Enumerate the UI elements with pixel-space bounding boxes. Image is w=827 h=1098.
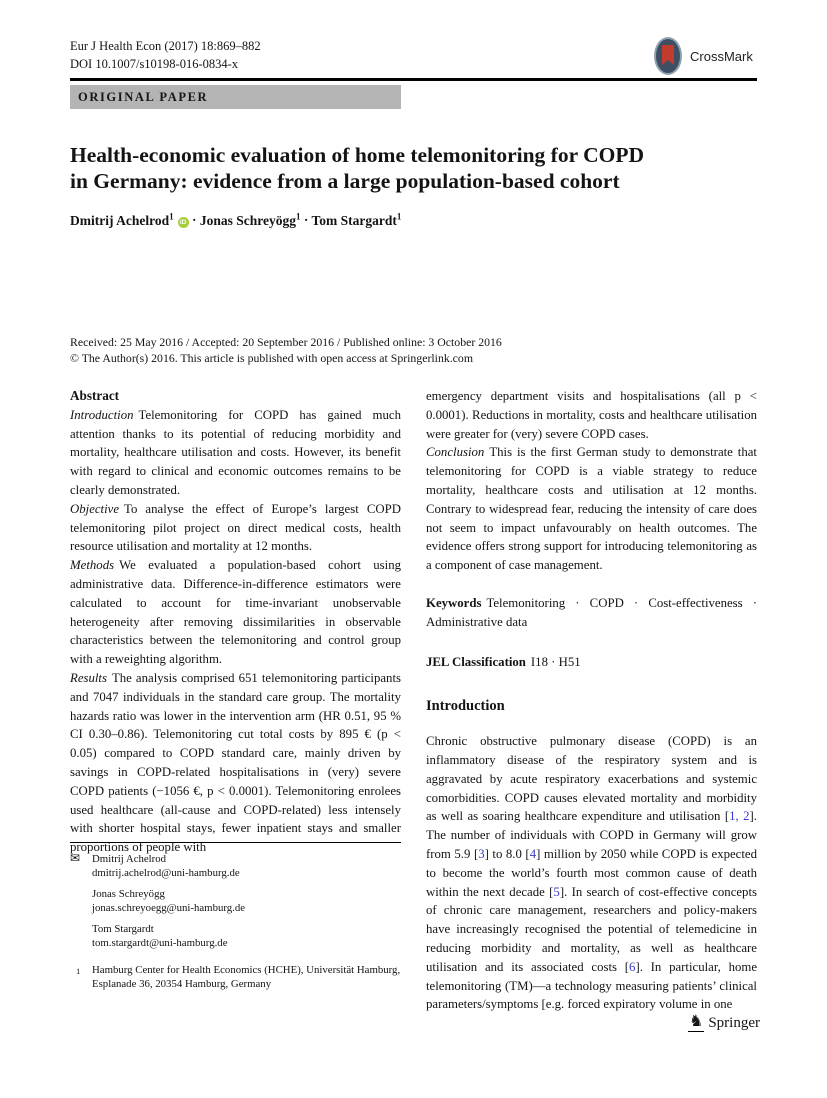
author-name: Tom Stargardt$^1$	[311, 211, 402, 228]
author-separator: ·	[188, 212, 200, 228]
authors-line	[70, 211, 401, 229]
journal-header	[70, 37, 261, 73]
title-line-2: in Germany: evidence from a large population-based cohort	[70, 169, 620, 193]
contacts	[70, 852, 401, 950]
left-column	[70, 387, 401, 857]
introduction-paragraph: Chronic obstructive pulmonary disease (COPD) is an inflammatory disease of the respiratory system and is aggravated by acute respiratory exacerbations and systemic comorbidities. COPD causes elevated mortality and morbidity as well as soaring healthcare expenditure and utilisation [1, 2]. The number of individuals with COPD in Germany will grow from 5.9 [3] to 8.0 [4] million by 2050 while COPD is expected to become the world’s fourth most common cause of death within the next decade [5]. In search of cost-effective concepts of chronic care management, researchers and policy-makers have increasingly recognised the potential of telemedicine in reducing morbidity and mortality, as well as healthcare utilisation and its associated costs [6]. In particular, home telemonitoring (TM)—a technology measuring patients’ clinical parameters/symptoms [e.g. forced expiratory volume in one	[426, 734, 757, 1012]
abstract-paragraphs	[70, 406, 401, 857]
contact-email[interactable]: dmitrij.achelrod@uni-hamburg.de	[92, 867, 240, 879]
contact-name: Tom Stargardt	[92, 923, 154, 935]
affiliations	[70, 963, 401, 991]
article-type-label: ORIGINAL PAPER	[78, 89, 209, 104]
title-line-1: Health-economic evaluation of home telemonitoring for COPD	[70, 143, 645, 167]
article-type-banner	[70, 85, 401, 109]
contact-email[interactable]: tom.stargardt@uni-hamburg.de	[92, 937, 228, 949]
author-name: Dmitrij Achelrod$^1$	[70, 211, 174, 228]
crossmark-label: CrossMark	[690, 48, 753, 64]
abstract-paragraph: Introduction Telemonitoring for COPD has gained much attention thanks to its potential of reducing morbidity and mortality, healthcare utilisation and costs. However, its benefit with regard to clinical and economic outcomes remains to be clearly demonstrated.	[70, 407, 401, 497]
keywords-label: Keywords	[426, 595, 482, 610]
abstract-results-continuation: emergency department visits and hospitalisations (all p < 0.0001). Reductions in mortality, costs and healthcare utilisation were greater for (very) severe COPD cases.	[426, 389, 757, 441]
author-separator: ·	[300, 212, 312, 228]
contact-entry	[70, 922, 401, 950]
citation-ref[interactable]: 1, 2	[729, 809, 750, 824]
journal-citation: Eur J Health Econ (2017) 18:869–882	[70, 39, 261, 53]
keywords-line	[426, 594, 757, 632]
contact-name: ✉ Dmitrij Achelrod	[70, 851, 167, 865]
received-accepted-line: Received: 25 May 2016 / Accepted: 20 September 2016 / Published online: 3 October 2016	[70, 335, 502, 349]
envelope-icon: ✉	[70, 851, 81, 865]
introduction-heading: Introduction	[426, 698, 505, 715]
jel-label: JEL Classification	[426, 654, 526, 669]
citation-ref[interactable]: 4	[529, 846, 537, 861]
copyright-line: © The Author(s) 2016. This article is published with open access at Springerlink.com	[70, 351, 473, 365]
doi: DOI 10.1007/s10198-016-0834-x	[70, 57, 239, 71]
page-title	[70, 142, 730, 194]
abstract-paragraph: Methods We evaluated a population-based cohort using administrative data. Difference-in-difference estimators were calculated to account for time-invariant unobservable heterogeneity after removing dissimilarities in observable characteristics between the telemonitoring and control group with a reweighting algorithm.	[70, 558, 401, 667]
abstract-paragraph: Objective To analyse the effect of Europe’s largest COPD telemonitoring pilot project on direct medical costs, health resource utilisation and mortality at 12 months.	[70, 501, 401, 554]
contact-name: Jonas Schreyögg	[92, 888, 165, 900]
footnote-block	[70, 842, 401, 991]
springer-logo-label: Springer	[708, 1014, 761, 1031]
conclusion-lead: Conclusion	[426, 445, 485, 460]
crossmark-badge[interactable]	[653, 36, 753, 76]
article-meta	[70, 334, 502, 366]
abstract-conclusion	[426, 443, 757, 575]
crossmark-icon	[653, 36, 683, 76]
abstract-paragraph: Results The analysis comprised 651 telemonitoring participants and 7047 individuals in the standard care group. The mortality hazards ratio was lower in the intervention arm (HR 0.51, 95 % CI 0.30–0.86). Telemonitoring cut total costs by 895 € (p < 0.05) compared to COPD standard care, mainly driven by savings in COPD-related hospitalisations in (very) severe COPD patients (−1056 €, p < 0.0001). Telemonitoring enrolees used healthcare (all-cause and COPD-related) less intensely with shorter hospital stays, fewer inpatient stays and smaller proportions of people with	[70, 670, 401, 855]
springer-logo	[688, 1014, 760, 1032]
citation-ref[interactable]: 3	[478, 846, 485, 861]
right-column	[426, 387, 757, 1014]
jel-text: I18 · H51	[530, 654, 581, 669]
conclusion-text: This is the first German study to demonstrate that telemonitoring for COPD is a viable strategy to reduce mortality, healthcare costs and utilisation at 12 months. Contrary to widespread fear, reducing the intensity of care does not seem to impact unfavourably on health outcomes. The evidence offers strong support for introducing telemonitoring as a component of case management.	[426, 445, 757, 573]
author-name: Jonas Schreyögg$^1$	[199, 211, 301, 228]
citation-ref[interactable]: 6	[629, 959, 636, 974]
affiliation-entry: 1 Hamburg Center for Health Economics (HCHE), Universität Hamburg, Esplanade 36, 20354 Hamburg, Germany	[76, 964, 401, 990]
header-rule	[70, 78, 757, 81]
jel-classification-line	[426, 653, 757, 672]
contact-email[interactable]: jonas.schreyoegg@uni-hamburg.de	[92, 902, 246, 914]
footnote-rule	[70, 842, 401, 843]
contact-entry	[70, 852, 401, 880]
orcid-icon[interactable]: iD	[178, 217, 189, 228]
contact-entry	[70, 887, 401, 915]
abstract-heading: Abstract	[70, 388, 120, 403]
citation-ref[interactable]: 5	[553, 884, 560, 899]
springer-knight-icon: ♞	[689, 1013, 704, 1030]
keywords-text: Telemonitoring · COPD · Cost-effectiveness · Administrative data	[426, 595, 757, 629]
